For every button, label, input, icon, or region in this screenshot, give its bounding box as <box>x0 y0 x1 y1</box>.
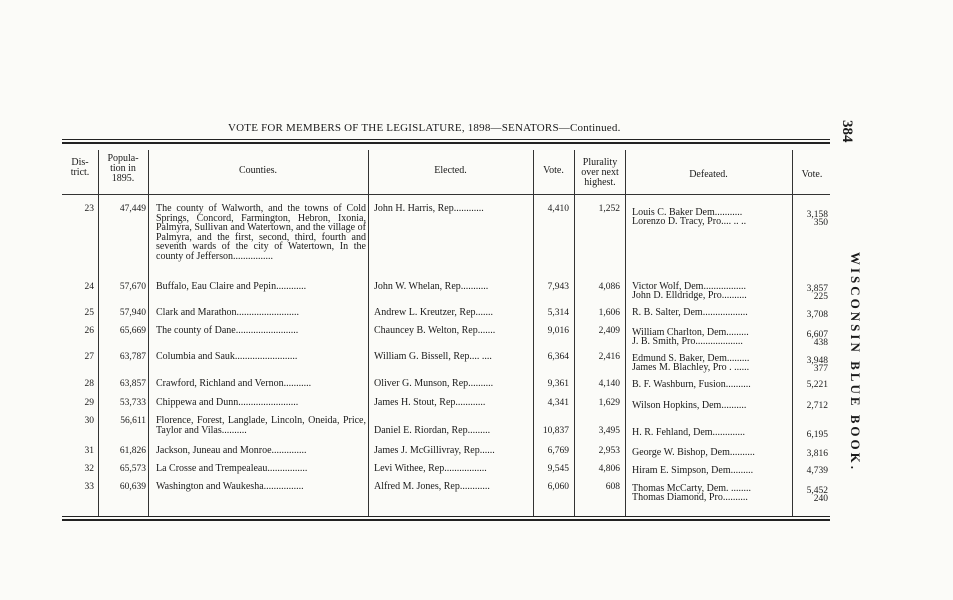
header-defeated-vote: Vote. <box>801 169 823 180</box>
district-number: 33 <box>84 482 94 492</box>
header-population: Popula- tion in 1895. <box>107 153 139 184</box>
column-divider <box>148 150 149 516</box>
elected-name: Alfred M. Jones, Rep............ <box>374 481 490 492</box>
vote: 7,943 <box>547 282 569 292</box>
top-rule-thin <box>62 139 830 140</box>
plurality: 2,953 <box>598 446 620 456</box>
counties: The county of Dane......................... <box>156 325 299 336</box>
column-divider <box>625 150 626 516</box>
header-vote: Vote. <box>543 165 564 176</box>
defeated-name: John D. Elldridge, Pro.......... <box>632 290 747 301</box>
population: 65,669 <box>119 326 146 336</box>
counties: Chippewa and Dunn........................ <box>156 397 299 408</box>
plurality: 4,806 <box>598 464 620 474</box>
population: 57,940 <box>119 308 146 318</box>
population: 61,826 <box>119 446 146 456</box>
district-number: 25 <box>84 308 94 318</box>
defeated-vote: 3,708 <box>806 310 828 320</box>
elected-name: Chauncey B. Welton, Rep....... <box>374 325 496 336</box>
defeated-name: B. F. Washburn, Fusion.......... <box>632 379 751 390</box>
column-divider <box>574 150 575 516</box>
population: 56,611 <box>120 416 146 426</box>
district-number: 31 <box>84 446 94 456</box>
counties: Jackson, Juneau and Monroe.............. <box>156 445 307 456</box>
defeated-name: Thomas McCarty, Dem. ........ <box>632 483 752 494</box>
column-divider <box>533 150 534 516</box>
population: 47,449 <box>119 204 146 214</box>
defeated-name: Louis C. Baker Dem........... <box>632 207 743 218</box>
defeated-vote: 3,948 <box>806 356 828 366</box>
district-number: 23 <box>84 204 94 214</box>
column-divider <box>368 150 369 516</box>
counties: Buffalo, Eau Claire and Pepin............ <box>156 281 307 292</box>
bottom-rule-thick <box>62 519 830 521</box>
defeated-name: Wilson Hopkins, Dem.......... <box>632 400 747 411</box>
vote: 6,769 <box>547 446 569 456</box>
elected-name: James J. McGillivray, Rep...... <box>374 445 495 456</box>
elected-name: Daniel E. Riordan, Rep......... <box>374 425 491 436</box>
counties: Washington and Waukesha................ <box>156 481 304 492</box>
counties: Columbia and Sauk......................... <box>156 351 298 362</box>
vote: 5,314 <box>547 308 569 318</box>
defeated-name: Lorenzo D. Tracy, Pro.... .. .. <box>632 216 747 227</box>
defeated-name: R. B. Salter, Dem.................. <box>632 307 748 318</box>
plurality: 1,629 <box>598 398 620 408</box>
vote: 4,410 <box>547 204 569 214</box>
elected-name: John W. Whelan, Rep........... <box>374 281 489 292</box>
district-number: 28 <box>84 379 94 389</box>
defeated-vote: 4,739 <box>806 466 828 476</box>
defeated-vote: 3,857 <box>806 284 828 294</box>
district-number: 30 <box>84 416 94 426</box>
header-elected: Elected. <box>434 165 467 176</box>
elected-name: Oliver G. Munson, Rep.......... <box>374 378 494 389</box>
plurality: 2,416 <box>598 352 620 362</box>
counties: Clark and Marathon......................... <box>156 307 300 318</box>
elected-name: John H. Harris, Rep............ <box>374 203 484 214</box>
vote: 9,016 <box>547 326 569 336</box>
defeated-vote: 5,221 <box>806 380 828 390</box>
top-rule-thick <box>62 142 830 144</box>
defeated-vote: 3,158 <box>806 210 828 220</box>
plurality: 4,086 <box>598 282 620 292</box>
plurality: 1,606 <box>598 308 620 318</box>
district-number: 32 <box>84 464 94 474</box>
population: 60,639 <box>119 482 146 492</box>
column-divider <box>792 150 793 516</box>
defeated-vote: 438 <box>813 338 828 348</box>
vote: 4,341 <box>547 398 569 408</box>
elected-name: William G. Bissell, Rep.... .... <box>374 351 492 362</box>
plurality: 4,140 <box>598 379 620 389</box>
counties: Florence, Forest, Langlade, Lincoln, Oneida, Price, Taylor and Vilas.......... <box>156 415 366 436</box>
counties: La Crosse and Trempealeau................ <box>156 463 308 474</box>
plurality: 3,495 <box>598 426 620 436</box>
defeated-vote: 5,452 <box>806 486 828 496</box>
defeated-vote: 350 <box>813 218 828 228</box>
elected-name: Levi Withee, Rep................. <box>374 463 487 474</box>
elected-name: James H. Stout, Rep............ <box>374 397 486 408</box>
population: 53,733 <box>119 398 146 408</box>
district-number: 27 <box>84 352 94 362</box>
plurality: 608 <box>605 482 620 492</box>
population: 57,670 <box>119 282 146 292</box>
district-number: 26 <box>84 326 94 336</box>
vote: 6,364 <box>547 352 569 362</box>
bottom-rule-thin <box>62 516 830 517</box>
defeated-vote: 225 <box>813 292 828 302</box>
defeated-vote: 6,195 <box>806 430 828 440</box>
header-defeated: Defeated. <box>689 169 728 180</box>
plurality: 2,409 <box>598 326 620 336</box>
page-number: 384 <box>839 120 855 143</box>
defeated-vote: 2,712 <box>806 401 828 411</box>
header-district: Dis- trict. <box>70 157 90 178</box>
elected-name: Andrew L. Kreutzer, Rep....... <box>374 307 494 318</box>
senators-vote-table <box>62 146 830 516</box>
defeated-name: James M. Blachley, Pro . ...... <box>632 362 750 373</box>
counties: Crawford, Richland and Vernon........... <box>156 378 312 389</box>
vote: 10,837 <box>542 426 569 436</box>
vote: 6,060 <box>547 482 569 492</box>
header-plurality: Plurality over next highest. <box>581 157 619 188</box>
defeated-name: George W. Bishop, Dem.......... <box>632 447 755 458</box>
vote: 9,545 <box>547 464 569 474</box>
population: 65,573 <box>119 464 146 474</box>
defeated-name: Thomas Diamond, Pro.......... <box>632 492 748 503</box>
running-side-title: WISCONSIN BLUE BOOK. <box>848 252 863 473</box>
header-counties: Counties. <box>238 165 278 176</box>
district-number: 29 <box>84 398 94 408</box>
vote: 9,361 <box>547 379 569 389</box>
defeated-name: Victor Wolf, Dem................. <box>632 281 746 292</box>
district-number: 24 <box>84 282 94 292</box>
defeated-vote: 6,607 <box>806 330 828 340</box>
defeated-name: Edmund S. Baker, Dem......... <box>632 353 750 364</box>
defeated-name: William Charlton, Dem......... <box>632 327 749 338</box>
header-rule <box>62 194 830 195</box>
defeated-vote: 3,816 <box>806 449 828 459</box>
population: 63,857 <box>119 379 146 389</box>
defeated-vote: 240 <box>813 494 828 504</box>
defeated-name: H. R. Fehland, Dem............. <box>632 427 746 438</box>
column-divider <box>98 150 99 516</box>
population: 63,787 <box>119 352 146 362</box>
counties: The county of Walworth, and the towns of Cold Springs, Concord, Farmington, Hebron, Ixonia, Palmyra, Sullivan and Watertown, and the village of Palmyra, and the first, second, third, fourth and seventh wards of the city of Watertown, In the county of Jefferson................ <box>156 203 366 262</box>
defeated-name: J. B. Smith, Pro................... <box>632 336 743 347</box>
page-title: VOTE FOR MEMBERS OF THE LEGISLATURE, 1898—SENATORS—Continued. <box>228 122 621 134</box>
defeated-name: Hiram E. Simpson, Dem......... <box>632 465 754 476</box>
defeated-vote: 377 <box>813 364 828 374</box>
plurality: 1,252 <box>598 204 620 214</box>
